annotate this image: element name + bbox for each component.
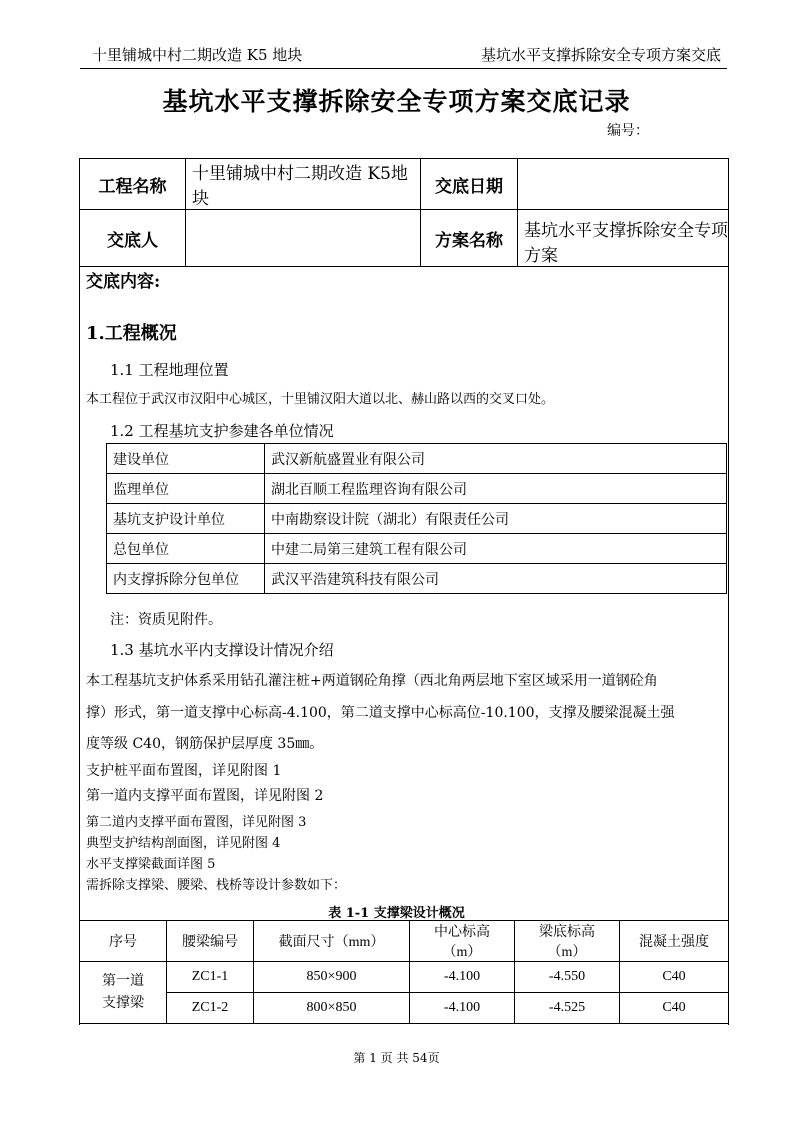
figure-ref-5: 水平支撑梁截面详图 5 xyxy=(86,857,216,872)
section-1-3-heading: 1.3 基坑水平内支撑设计情况介绍 xyxy=(110,641,334,659)
header-divider xyxy=(80,68,727,69)
paragraph-line: 本工程基坑支护体系采用钻孔灌注桩+两道钢砼角撑（西北角两层地下室区域采用一道钢砼角 xyxy=(86,673,658,689)
table-cell: C40 xyxy=(620,962,729,993)
date-label: 交底日期 xyxy=(421,159,518,210)
table-cell: ZC1-2 xyxy=(167,993,254,1024)
col-header: 序号 xyxy=(80,921,167,962)
paragraph-line: 撑）形式，第一道支撑中心标高-4.100，第二道支撑中心标高位-10.100，支撑及腰梁混凝土强 xyxy=(86,705,675,721)
presenter-value xyxy=(186,210,421,267)
table-row xyxy=(107,474,727,504)
figure-ref-2: 第一道内支撑平面布置图，详见附图 2 xyxy=(86,788,324,804)
col-header: 截面尺寸（mm） xyxy=(254,921,410,962)
plan-name-label: 方案名称 xyxy=(421,210,518,267)
design-table xyxy=(79,920,729,1024)
table-row xyxy=(80,993,729,1024)
section-1-heading: 1.工程概况 xyxy=(86,323,177,344)
info-table xyxy=(79,158,729,267)
qualification-note: 注：资质见附件。 xyxy=(110,612,222,628)
section-1-1-heading: 1.1 工程地理位置 xyxy=(110,361,229,379)
section-1-2-heading: 1.2 工程基坑支护参建各单位情况 xyxy=(110,422,334,440)
unit-name: 中建二局第三建筑工程有限公司 xyxy=(265,534,727,564)
table-row xyxy=(107,534,727,564)
group-cell: 第一道 支撑梁 xyxy=(80,962,167,1024)
project-name-label: 工程名称 xyxy=(80,159,186,210)
col-header: 混凝土强度 xyxy=(620,921,729,962)
unit-name: 武汉新航盛置业有限公司 xyxy=(265,444,727,474)
table-cell: -4.100 xyxy=(410,962,515,993)
params-intro: 需拆除支撑梁、腰梁、栈桥等设计参数如下： xyxy=(86,878,347,893)
unit-role: 总包单位 xyxy=(107,534,265,564)
header-doc-title: 基坑水平支撑拆除安全专项方案交底 xyxy=(480,46,721,64)
page-footer: 第 1 页 共 54页 xyxy=(353,1051,440,1065)
unit-role: 基坑支护设计单位 xyxy=(107,504,265,534)
table-row xyxy=(80,962,729,993)
figure-ref-3: 第二道内支撑平面布置图，详见附图 3 xyxy=(86,815,307,830)
page-title: 基坑水平支撑拆除安全专项方案交底记录 xyxy=(162,87,631,116)
table-caption: 表 1-1 支撑梁设计概况 xyxy=(328,906,465,921)
col-header: 梁底标高 （m） xyxy=(515,921,620,962)
figure-ref-1: 支护桩平面布置图，详见附图 1 xyxy=(86,763,282,779)
table-row xyxy=(107,504,727,534)
presenter-label: 交底人 xyxy=(80,210,186,267)
project-name-value: 十里铺城中村二期改造 K5地块 xyxy=(186,159,421,210)
table-cell: 850×900 xyxy=(254,962,410,993)
table-cell: -4.525 xyxy=(515,993,620,1024)
unit-name: 武汉平浩建筑科技有限公司 xyxy=(265,564,727,594)
header-project: 十里铺城中村二期改造 K5 地块 xyxy=(92,46,303,64)
col-header: 中心标高 （m） xyxy=(410,921,515,962)
table-cell: ZC1-1 xyxy=(167,962,254,993)
units-table xyxy=(106,443,727,594)
figure-ref-4: 典型支护结构剖面图，详见附图 4 xyxy=(86,836,281,851)
unit-name: 湖北百顺工程监理咨询有限公司 xyxy=(265,474,727,504)
table-row xyxy=(107,444,727,474)
date-value xyxy=(518,159,729,210)
table-cell: -4.550 xyxy=(515,962,620,993)
table-row xyxy=(107,564,727,594)
table-cell: C40 xyxy=(620,993,729,1024)
location-text: 本工程位于武汉市汉阳中心城区，十里铺汉阳大道以北、赫山路以西的交叉口处。 xyxy=(86,392,555,407)
unit-role: 建设单位 xyxy=(107,444,265,474)
content-label: 交底内容: xyxy=(86,272,161,292)
col-header: 腰梁编号 xyxy=(167,921,254,962)
table-cell: -4.100 xyxy=(410,993,515,1024)
table-cell: 800×850 xyxy=(254,993,410,1024)
unit-role: 内支撑拆除分包单位 xyxy=(107,564,265,594)
paragraph-line: 度等级 C40，钢筋保护层厚度 35㎜。 xyxy=(86,736,324,752)
table-header-row xyxy=(80,921,729,962)
plan-name-value: 基坑水平支撑拆除安全专项方案 xyxy=(518,210,729,267)
unit-name: 中南勘察设计院（湖北）有限责任公司 xyxy=(265,504,727,534)
unit-role: 监理单位 xyxy=(107,474,265,504)
serial-number-label: 编号： xyxy=(607,123,649,139)
